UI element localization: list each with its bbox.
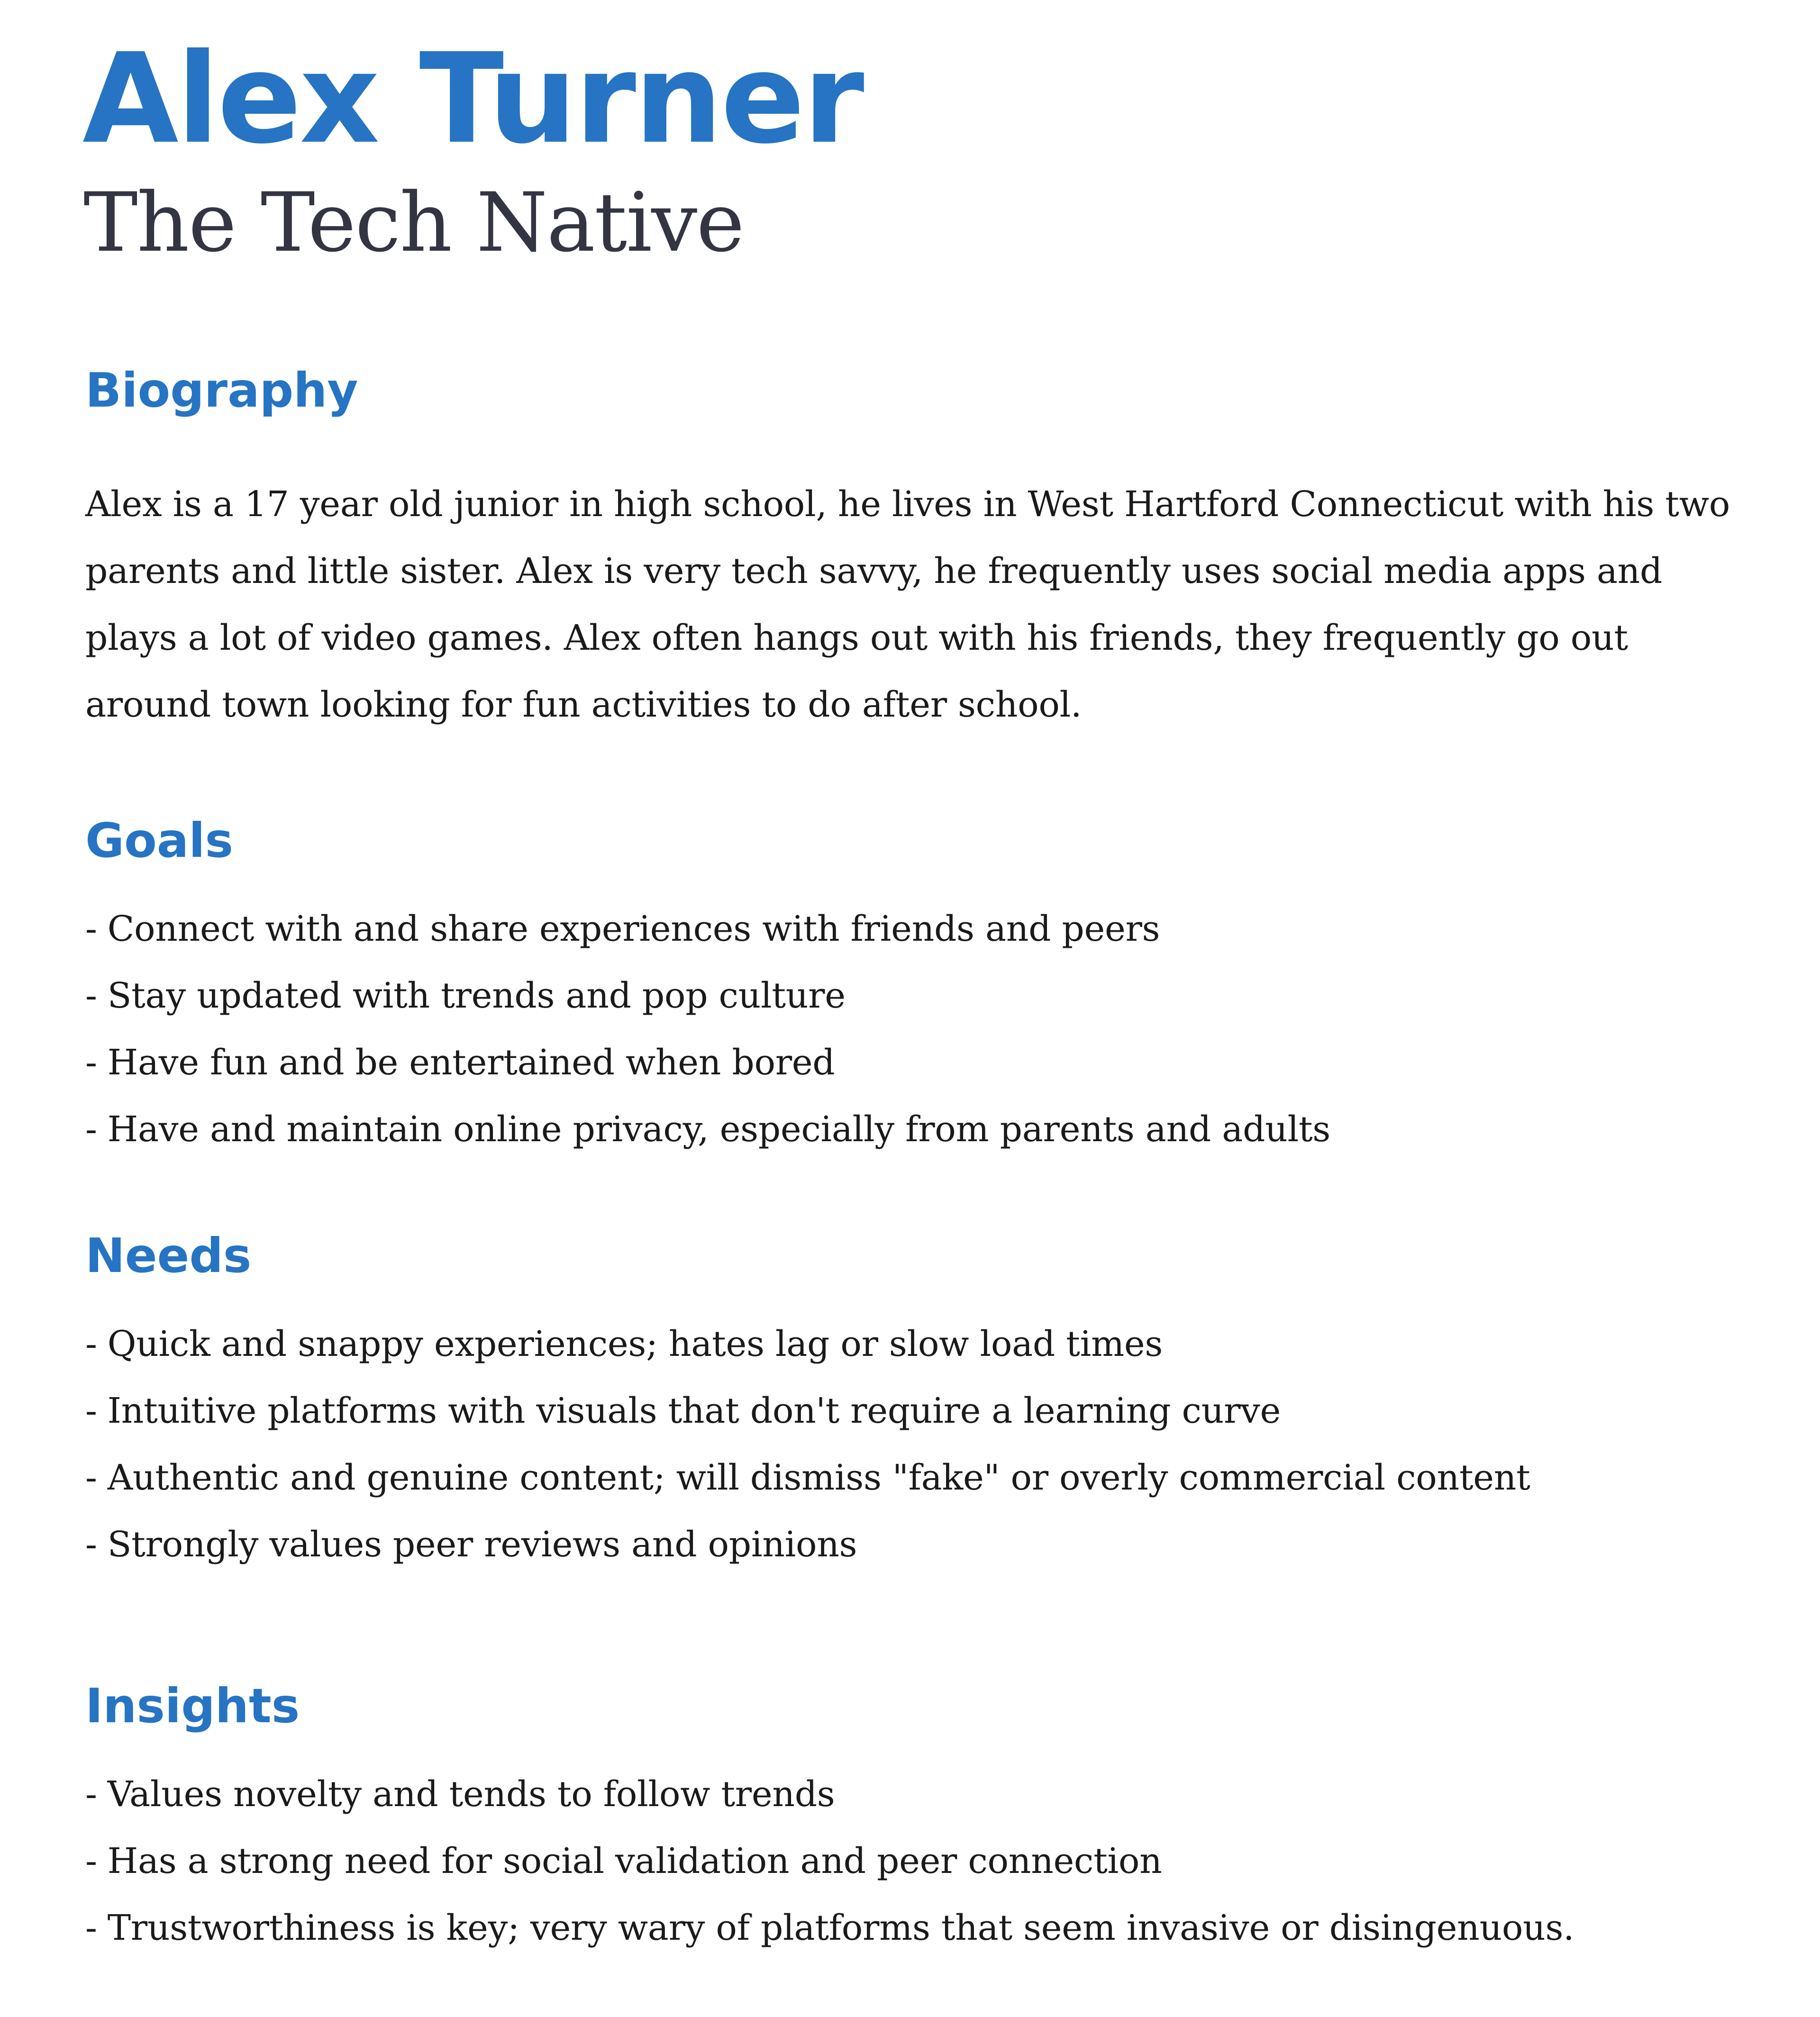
bullet-dash: - [85, 909, 97, 949]
need-item [85, 1311, 1530, 1378]
insight-item [85, 1895, 1574, 1962]
insight-text: Has a strong need for social validation and peer connection [107, 1841, 1162, 1881]
need-text: Intuitive platforms with visuals that don't require a learning curve [107, 1390, 1281, 1431]
bullet-dash: - [85, 1774, 97, 1815]
bullet-dash: - [85, 1841, 97, 1881]
needs-heading: Needs [85, 1228, 252, 1283]
bullet-dash: - [85, 1390, 97, 1431]
goal-text: Stay updated with trends and pop culture [107, 975, 846, 1016]
bullet-dash: - [85, 975, 97, 1016]
insights-heading: Insights [85, 1678, 300, 1734]
insight-text: Values novelty and tends to follow trends [107, 1774, 835, 1815]
bullet-dash: - [85, 1109, 97, 1150]
bullet-dash: - [85, 1908, 97, 1948]
goal-item [85, 1029, 1330, 1096]
biography-heading: Biography [85, 363, 358, 418]
need-item [85, 1378, 1530, 1445]
need-item [85, 1445, 1530, 1511]
biography-text: Alex is a 17 year old junior in high school, he lives in West Hartford Connecticut with his two parents and little sister. Alex is very tech savvy, he frequently uses social media apps and plays a lot of video games. Alex often hangs out with his friends, they frequently go out around town looking for fun activities to do after school. [85, 484, 1730, 725]
goal-item [85, 1096, 1330, 1163]
need-item [85, 1511, 1530, 1578]
bullet-dash: - [85, 1524, 97, 1565]
persona-name: Alex Turner [82, 27, 863, 171]
need-text: Quick and snappy experiences; hates lag or slow load times [107, 1324, 1163, 1364]
need-text: Authentic and genuine content; will dismiss "fake" or overly commercial content [107, 1457, 1530, 1498]
insights-list [85, 1761, 1574, 1962]
insight-item [85, 1828, 1574, 1895]
goal-item [85, 963, 1330, 1029]
goal-text: Have and maintain online privacy, especially from parents and adults [107, 1109, 1330, 1150]
needs-list [85, 1311, 1530, 1578]
insight-item [85, 1761, 1574, 1828]
bullet-dash: - [85, 1324, 97, 1364]
goal-text: Have fun and be entertained when bored [107, 1042, 835, 1083]
need-text: Strongly values peer reviews and opinions [107, 1524, 857, 1565]
goal-item [85, 896, 1330, 963]
goal-text: Connect with and share experiences with friends and peers [107, 909, 1160, 949]
persona-subtitle: The Tech Native [83, 175, 744, 270]
bullet-dash: - [85, 1457, 97, 1498]
goals-heading: Goals [85, 813, 234, 868]
bullet-dash: - [85, 1042, 97, 1083]
insight-text: Trustworthiness is key; very wary of platforms that seem invasive or disingenuous. [107, 1908, 1574, 1948]
goals-list [85, 896, 1330, 1163]
